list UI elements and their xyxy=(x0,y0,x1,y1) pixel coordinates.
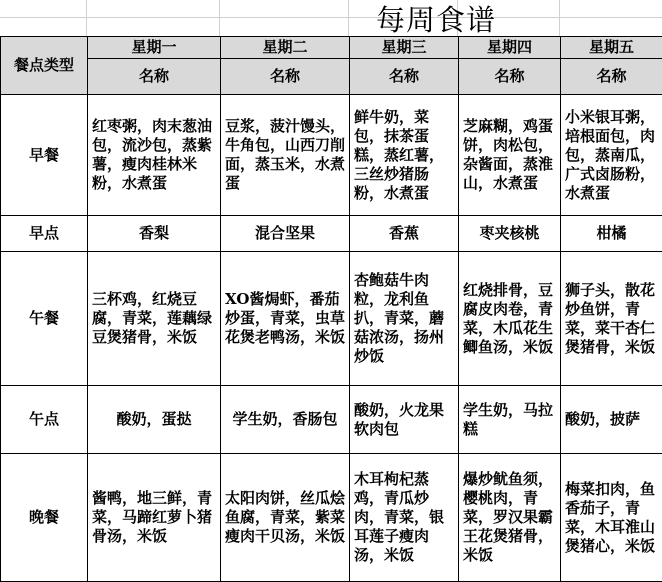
day-header-wed: 星期三 xyxy=(350,37,459,59)
menu-cell: 酸奶，火龙果软肉包 xyxy=(350,386,459,454)
menu-cell: 太阳肉饼，丝瓜烩鱼腐，青菜，紫菜瘦肉干贝汤，米饭 xyxy=(221,454,350,582)
menu-cell: 酱鸭，地三鲜，青菜，马蹄红萝卜猪骨汤，米饭 xyxy=(88,454,221,582)
day-header-fri: 星期五 xyxy=(561,37,662,59)
name-header: 名称 xyxy=(88,59,221,95)
menu-cell: 梅菜扣肉，鱼香茄子，青菜，木耳淮山煲猪心，米饭 xyxy=(561,454,662,582)
menu-cell: 香蕉 xyxy=(350,216,459,252)
menu-cell: XO酱焗虾，番茄炒蛋，青菜，虫草花煲老鸭汤，米饭 xyxy=(221,252,350,386)
day-header-tue: 星期二 xyxy=(221,37,350,59)
meal-type-cell: 午点 xyxy=(1,386,88,454)
menu-cell: 枣夹核桃 xyxy=(459,216,561,252)
table-row xyxy=(1,252,662,386)
menu-cell: 芝麻糊，鸡蛋饼，肉松包，杂酱面，蒸淮山，水煮蛋 xyxy=(459,95,561,216)
table-row xyxy=(1,216,662,252)
menu-cell: 鲜牛奶，菜包，抹茶蛋糕，蒸红薯，三丝炒猪肠粉，水煮蛋 xyxy=(350,95,459,216)
menu-cell: 豆浆，菠汁馒头，牛角包，山西刀削面，蒸玉米，水煮蛋 xyxy=(221,95,350,216)
menu-cell: 学生奶，香肠包 xyxy=(221,386,350,454)
meal-type-header: 餐点类型 xyxy=(1,37,88,95)
meal-type-cell: 早餐 xyxy=(1,95,88,216)
table-row xyxy=(1,95,662,216)
menu-cell: 狮子头，散花炒鱼饼，青菜，菜干杏仁煲猪骨，米饭 xyxy=(561,252,662,386)
menu-cell: 杏鲍菇牛肉粒，龙利鱼扒，青菜，蘑菇浓汤，扬州炒饭 xyxy=(350,252,459,386)
table-row xyxy=(1,386,662,454)
meal-type-cell: 午餐 xyxy=(1,252,88,386)
menu-cell: 木耳枸杞蒸鸡，青瓜炒肉，青菜，银耳莲子瘦肉汤，米饭 xyxy=(350,454,459,582)
menu-cell: 酸奶，蛋挞 xyxy=(88,386,221,454)
name-header: 名称 xyxy=(221,59,350,95)
menu-cell: 爆炒鱿鱼须，樱桃肉，青菜，罗汉果霸王花煲猪骨，米饭 xyxy=(459,454,561,582)
menu-cell: 三杯鸡，红烧豆腐，青菜，莲藕绿豆煲猪骨，米饭 xyxy=(88,252,221,386)
meal-type-cell: 早点 xyxy=(1,216,88,252)
name-header: 名称 xyxy=(350,59,459,95)
menu-cell: 学生奶，马拉糕 xyxy=(459,386,561,454)
menu-cell: 红烧排骨，豆腐皮肉卷，青菜，木瓜花生鲫鱼汤，米饭 xyxy=(459,252,561,386)
day-header-thu: 星期四 xyxy=(459,37,561,59)
menu-cell: 小米银耳粥，培根面包，肉包，蒸南瓜，广式卤肠粉，水煮蛋 xyxy=(561,95,662,216)
day-header-row xyxy=(1,37,662,59)
menu-cell: 香梨 xyxy=(88,216,221,252)
name-header-row xyxy=(1,59,662,95)
menu-cell: 柑橘 xyxy=(561,216,662,252)
menu-cell: 酸奶，披萨 xyxy=(561,386,662,454)
menu-title: 每周食谱 xyxy=(376,2,576,38)
menu-cell: 混合坚果 xyxy=(221,216,350,252)
day-header-mon: 星期一 xyxy=(88,37,221,59)
menu-cell: 红枣粥，肉末葱油包，流沙包，蒸紫薯，瘦肉桂林米粉，水煮蛋 xyxy=(88,95,221,216)
table-row xyxy=(1,454,662,582)
meal-type-cell: 晚餐 xyxy=(1,454,88,582)
name-header: 名称 xyxy=(561,59,662,95)
name-header: 名称 xyxy=(459,59,561,95)
weekly-menu-table xyxy=(0,36,662,582)
